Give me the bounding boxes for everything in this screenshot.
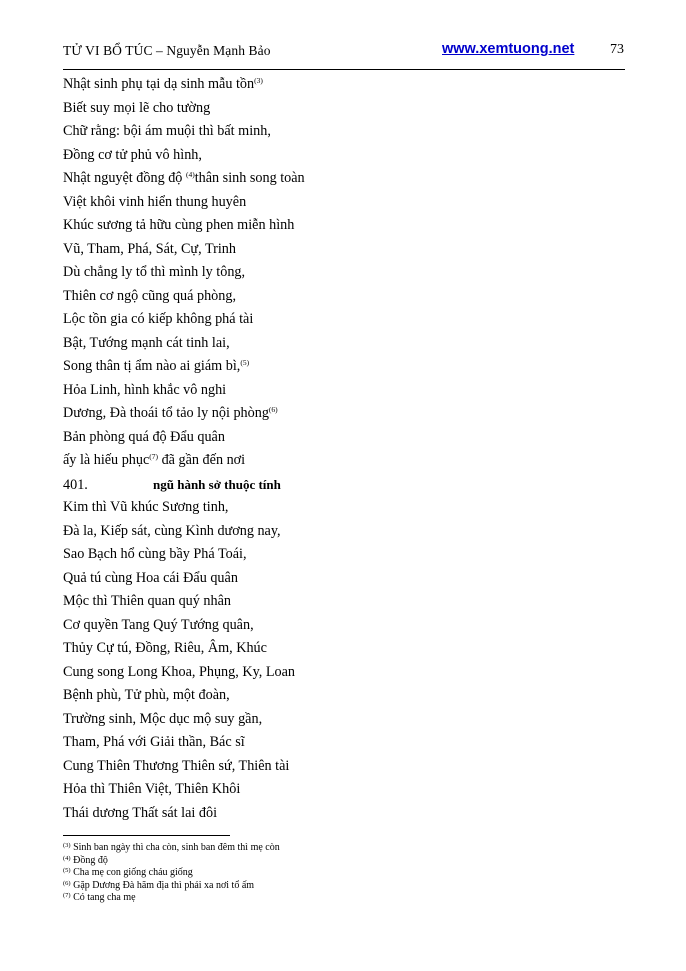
footnote-ref: (7) [149, 452, 159, 461]
verse-text: Cơ quyền Tang Quý Tướng quân, [63, 616, 254, 633]
verse-text: Bản phòng quá độ Đẩu quân [63, 428, 225, 445]
footnote-text: Gặp Dương Đà hãm địa thì phải xa nơi tổ ấm [73, 879, 255, 891]
footnote-mark: (5) [63, 867, 71, 874]
section-title: ngũ hành sở thuộc tính [153, 476, 281, 492]
footnote-item [63, 855, 623, 868]
verse-text: Kim thì Vũ khúc Sương tinh, [63, 499, 229, 515]
verse-line [63, 97, 625, 121]
footnote-item [63, 892, 623, 905]
verse-text: Biết suy mọi lẽ cho tường [63, 99, 211, 116]
footnote-ref: (4) [185, 170, 195, 179]
verse-text: Hỏa Linh, hình khắc vô nghi [63, 381, 227, 398]
verse-text: Bật, Tướng mạnh cát tinh lai, [63, 334, 230, 351]
verse-line [63, 120, 625, 144]
verse-text: Song thân tị ẩm nào ai giám bì, [63, 358, 241, 374]
verse-line [63, 520, 625, 544]
footnote-ref: (3) [254, 76, 263, 85]
verse-line [63, 661, 625, 685]
verse-text-continued: thân sinh song toàn [194, 170, 305, 186]
verse-line [63, 708, 625, 732]
verse-line [63, 191, 625, 215]
footnote-item [63, 842, 623, 855]
verse-text: Chữ rằng: bội ám muội thì bất minh, [63, 123, 271, 139]
verse-block-2 [63, 496, 625, 825]
verse-text: Vũ, Tham, Phá, Sát, Cự, Trinh [63, 240, 236, 257]
footnote-text: Có tang cha mẹ [73, 892, 136, 903]
verse-line [63, 449, 625, 473]
footnote-text: Đồng độ [73, 854, 108, 866]
verse-line [63, 379, 625, 403]
verse-text: Lộc tồn gia có kiếp không phá tài [63, 311, 254, 327]
header-divider [63, 69, 625, 70]
verse-line [63, 614, 625, 638]
verse-text: Nhật sinh phụ tại dạ sinh mẫu tồn [63, 76, 255, 92]
verse-line [63, 543, 625, 567]
verse-line [63, 238, 625, 262]
footnote-text: Cha mẹ con giống cháu giống [73, 867, 193, 878]
verse-line [63, 755, 625, 779]
verse-line [63, 426, 625, 450]
verse-text: ấy là hiếu phục [63, 452, 150, 468]
verse-text: Dù chẳng ly tổ thì mình ly tông, [63, 264, 246, 280]
footnote-item [63, 867, 623, 880]
verse-text: Thủy Cự tú, Đồng, Riêu, Âm, Khúc [63, 640, 267, 656]
footnote-ref: (6) [268, 405, 278, 414]
verse-text: Dương, Đà thoái tổ tảo ly nội phòng [63, 405, 269, 421]
footnote-mark: (4) [63, 854, 71, 862]
footnote-mark: (7) [63, 892, 71, 899]
verse-text: Cung Thiên Thương Thiên sứ, Thiên tài [63, 757, 290, 774]
verse-text: Khúc sương tả hữu cùng phen miễn hình [63, 217, 295, 233]
verse-line [63, 167, 625, 191]
verse-line [63, 778, 625, 802]
verse-text-continued: đã gần đến nơi [158, 452, 246, 468]
verse-line [63, 802, 625, 826]
verse-text: Đồng cơ tử phủ vô hình, [63, 146, 202, 163]
verse-text: Quả tú cùng Hoa cái Đẩu quân [63, 569, 238, 586]
verse-line [63, 684, 625, 708]
footnotes [63, 842, 623, 905]
verse-text: Đà la, Kiếp sát, cùng Kình dương nay, [63, 522, 281, 539]
verse-text: Trường sinh, Mộc dục mộ suy gần, [63, 710, 263, 727]
verse-text: Mộc thì Thiên quan quý nhân [63, 593, 231, 609]
verse-line [63, 285, 625, 309]
verse-block-1 [63, 73, 625, 473]
verse-text: Bệnh phù, Tử phù, một đoàn, [63, 687, 230, 703]
verse-text: Cung song Long Khoa, Phụng, Ky, Loan [63, 663, 295, 680]
verse-text: Thiên cơ ngộ cũng quá phòng, [63, 287, 236, 304]
verse-line [63, 496, 625, 520]
section-heading [63, 473, 625, 497]
footnote-divider [63, 835, 230, 836]
footnote-text: Sinh ban ngày thì cha còn, sinh ban đêm thì mẹ còn [73, 842, 280, 853]
verse-text: Sao Bạch hổ cùng bầy Phá Toái, [63, 546, 247, 562]
footnote-mark: (3) [63, 842, 71, 849]
verse-line [63, 567, 625, 591]
verse-line [63, 73, 625, 97]
header-title: TỬ VI BỔ TÚC – Nguyễn Mạnh Bảo [63, 43, 271, 58]
verse-line [63, 590, 625, 614]
verse-text: Tham, Phá với Giải thần, Bác sĩ [63, 734, 245, 750]
verse-line [63, 402, 625, 426]
verse-line [63, 637, 625, 661]
verse-text: Việt khôi vinh hiển thung huyên [63, 193, 247, 210]
verse-line [63, 731, 625, 755]
footnote-item [63, 880, 623, 893]
verse-line [63, 144, 625, 168]
verse-line [63, 261, 625, 285]
verse-line [63, 332, 625, 356]
poem-body [63, 73, 625, 825]
verse-text: Nhật nguyệt đồng độ [63, 170, 186, 186]
footnote-mark: (6) [63, 879, 71, 887]
page-number: 73 [610, 42, 624, 57]
section-number: 401. [63, 476, 88, 493]
footnote-ref: (5) [240, 358, 250, 367]
verse-line [63, 308, 625, 332]
verse-text: Hỏa thì Thiên Việt, Thiên Khôi [63, 781, 241, 797]
verse-text: Thái dương Thất sát lai đôi [63, 804, 218, 821]
verse-line [63, 214, 625, 238]
website-link[interactable]: www.xemtuong.net [442, 41, 575, 57]
verse-line [63, 355, 625, 379]
page-header [63, 40, 625, 62]
